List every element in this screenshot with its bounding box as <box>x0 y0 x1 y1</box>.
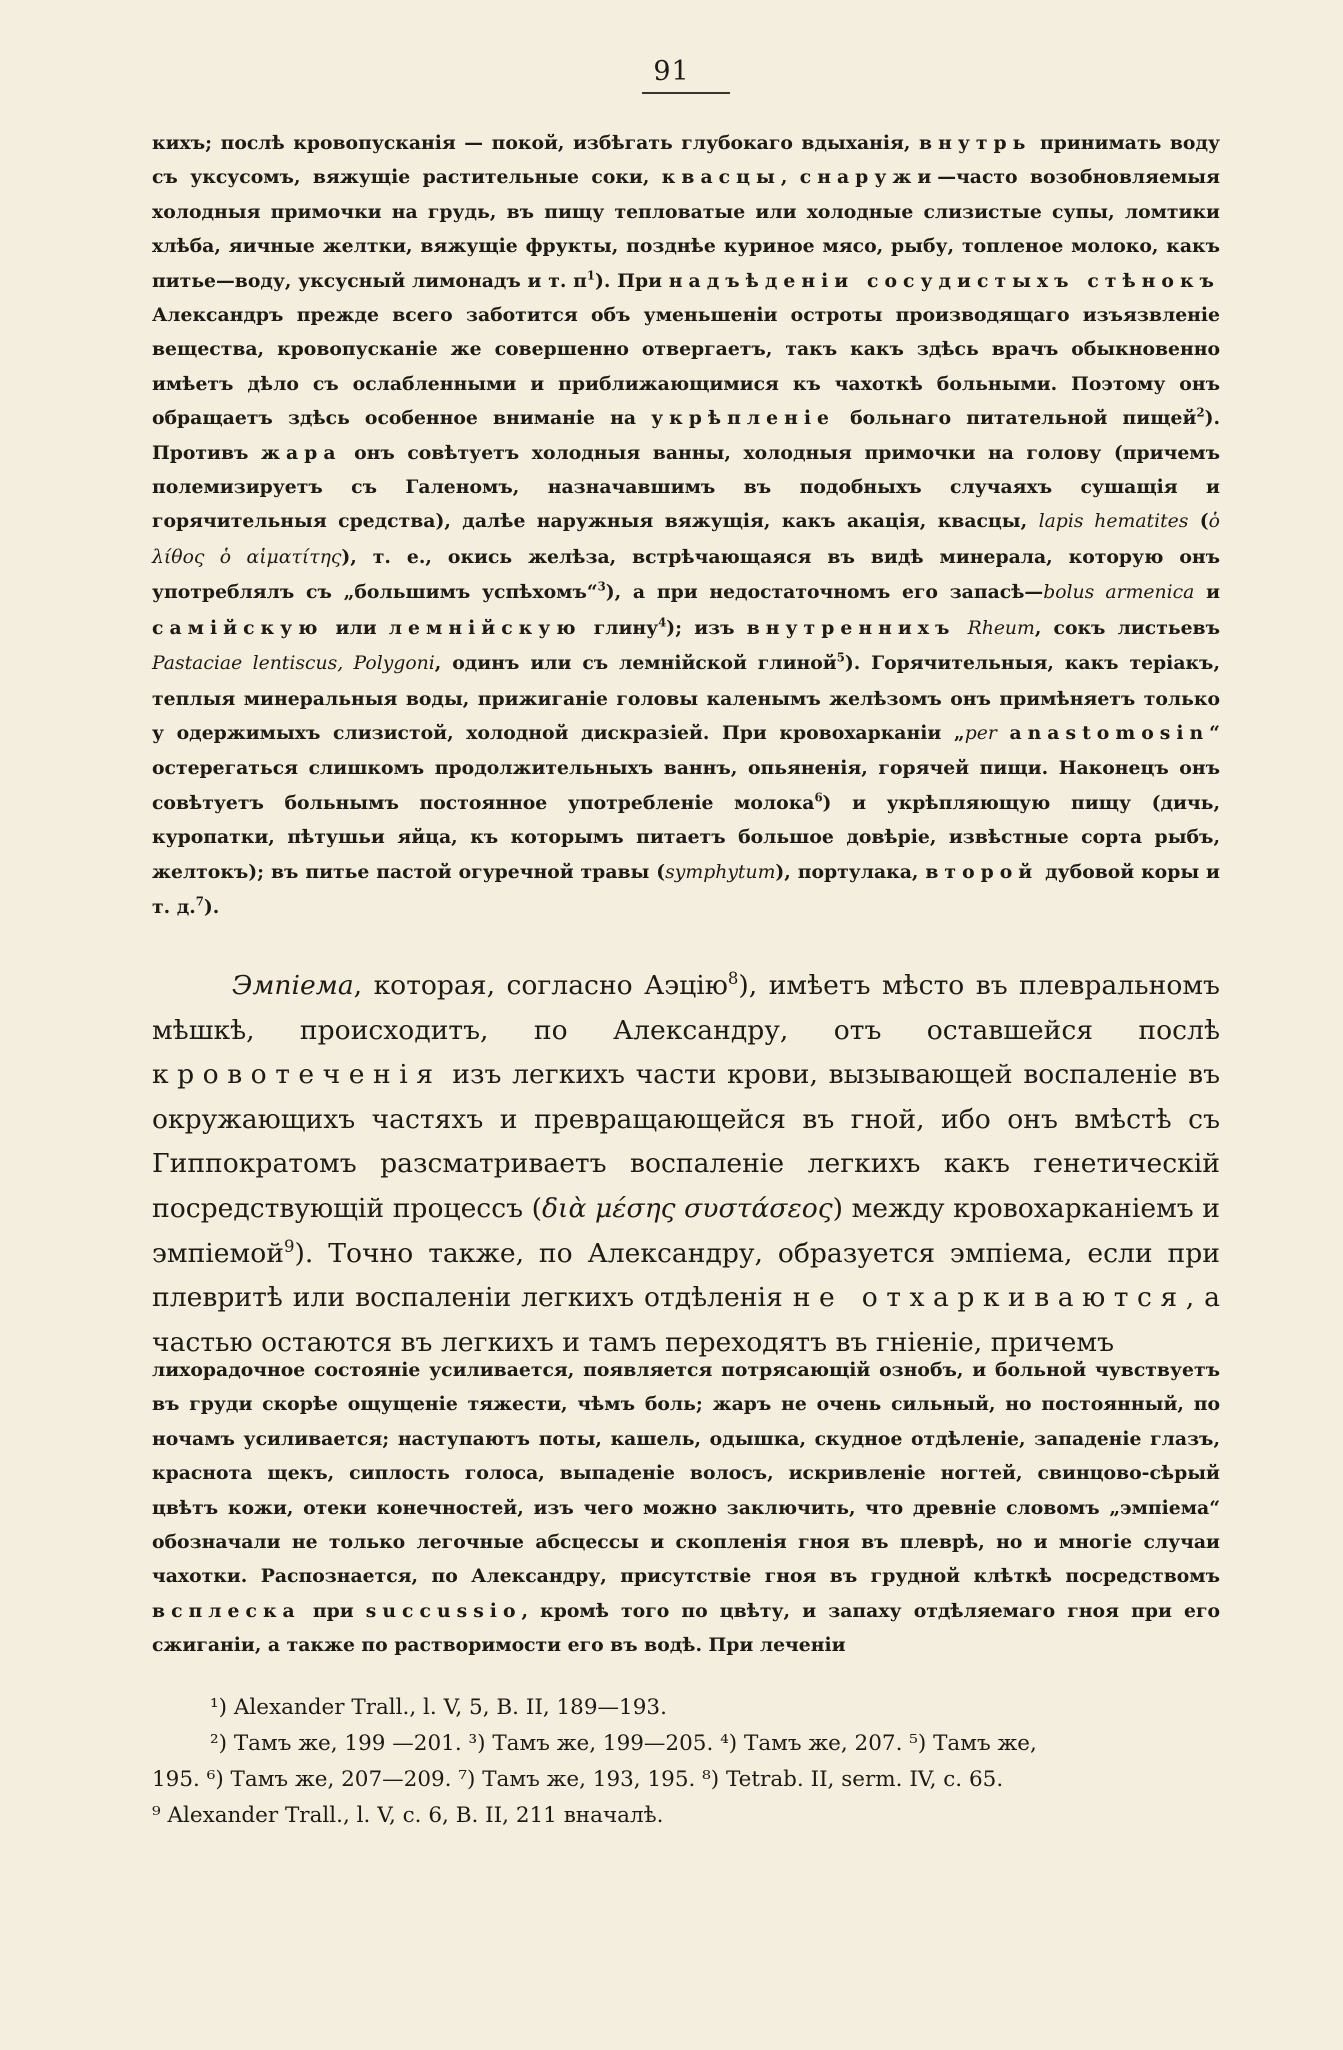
text-run: , которая, согласно Аэцію <box>353 970 728 1001</box>
footnote-ref: 5 <box>836 650 845 665</box>
empyema-paragraph-block <box>152 964 1220 1365</box>
spaced-emphasis: снаружи <box>799 166 938 189</box>
text-run: ); изъ <box>666 616 747 639</box>
page-number-underline <box>642 92 730 94</box>
text-run: ) между кровохарканіемъ и эмпіемой <box>152 1192 1221 1269</box>
text-run: , кромѣ того по цвѣту, и запаху отдѣляемаго гноя при его сжиганіи, а также по растворимости его въ водѣ. При леченіи <box>152 1599 1220 1657</box>
text-run: ( <box>1188 510 1209 533</box>
text-run: ), имѣетъ мѣсто въ плевральномъ мѣшкѣ, происходитъ, по Александру, отъ оставшейся послѣ <box>152 970 1220 1046</box>
latin-term: Pastaciae lentiscus, Polygoni <box>152 653 435 675</box>
spaced-emphasis: не отхаркиваются <box>792 1282 1186 1314</box>
text-run: и <box>1194 581 1220 604</box>
text-run: ), т. е., окись желѣза, встрѣчающаяся въ видѣ минерала, которую онъ употреблялъ съ „большимъ успѣхомъ“ <box>152 545 1220 604</box>
symptoms-paragraph <box>152 1353 1220 1663</box>
text-run: , одинъ или съ лемнійской глиной <box>434 652 837 675</box>
spaced-emphasis: внутрь <box>919 132 1032 154</box>
text-run: “ остерегаться слишкомъ продолжительныхъ ваннъ, опьяненія, горячей пищи. Наконецъ онъ совѣтуетъ больнымъ постоянное употребленіе молока <box>152 721 1220 814</box>
footnote-ref: 8 <box>727 969 739 989</box>
spaced-emphasis: жара <box>261 441 342 464</box>
text-run: при <box>300 1599 366 1622</box>
spaced-emphasis: anastomosin <box>1009 721 1210 744</box>
latin-term: lapis hematites <box>1038 511 1189 533</box>
latin-term: Rheum <box>967 617 1035 639</box>
footnote-ref: 2 <box>1196 405 1205 420</box>
footnote-ref: 7 <box>195 894 204 909</box>
page-number: 91 <box>653 56 690 87</box>
empyema-paragraph <box>152 964 1220 1365</box>
text-run: изъ легкихъ части крови, вызывающей воспаленіе въ окружающихъ частяхъ и превращающейся въ гной, ибо онъ вмѣстѣ съ Гиппократомъ разсматриваетъ воспаленіе легкихъ какъ генетическій посредствующій процессъ ( <box>152 1059 1220 1224</box>
footnotes <box>152 1690 1220 1834</box>
greek-term: ὁ λίθος ὁ αἱματίτης <box>152 511 1220 568</box>
footnote-line: ¹) Alexander Trall., l. V, 5, B. II, 189—193. <box>210 1695 667 1720</box>
text-run: , <box>780 166 800 189</box>
text-run <box>955 617 967 639</box>
text-run: —часто возобновляемыя холодныя примочки на грудь, въ пищу тепловатые или холодные слизистые супы, ломтики хлѣба, яичные желтки, вяжущіе фрукты, позднѣе куриное мясо, рыбу, топленое молоко, какъ питье—воду, уксусный лимонадъ и т. п <box>152 166 1220 292</box>
symptoms-paragraph-block <box>152 1353 1220 1663</box>
footnote-line: 195. ⁶) Тамъ же, 207—209. ⁷) Тамъ же, 193, 195. ⁸) Tetrab. II, serm. IV, c. 65. <box>152 1767 1004 1792</box>
spaced-emphasis: всплеска <box>152 1599 301 1622</box>
spaced-emphasis: кровотеченія <box>152 1059 442 1091</box>
intro-paragraph-block <box>152 126 1220 924</box>
text-run: глину <box>581 616 659 639</box>
text-run <box>997 722 1010 744</box>
section-term: Эмпіема <box>232 970 354 1001</box>
text-run: ), портулака, <box>775 860 926 883</box>
latin-term: symphytum <box>665 861 776 883</box>
text-run: Александръ прежде всего заботится объ уменьшеніи остроты производящаго изъязвленіе вещества, кровопусканіе же совершенно отвергаетъ, такъ какъ здѣсь врачъ обыкновенно имѣетъ дѣло съ ослабленными и приближающимися къ чахоткѣ больными. Поэтому онъ обращаетъ здѣсь особенное вниманіе на <box>152 304 1220 430</box>
text-run: ). <box>203 895 220 918</box>
footnote-ref: 9 <box>283 1236 295 1256</box>
footnote-ref: 1 <box>586 268 596 283</box>
text-run: ). Горячительныя, какъ теріакъ, теплыя минеральныя воды, прижиганіе головы каленымъ желѣзомъ онъ примѣняетъ только у одержимыхъ слизистой, холодной дискразіей. При кровохарканіи „ <box>152 652 1220 744</box>
text-run: или <box>323 616 389 639</box>
spaced-emphasis: succussio <box>365 1599 522 1622</box>
text-run: онъ совѣтуетъ холодныя ванны, холодныя примочки на голову (причемъ полемизируетъ съ Галеномъ, назначавшимъ въ подобныхъ случаяхъ сушащія и горячительныя средства), далѣе наружныя вяжущія, какъ акація, квасцы, <box>152 441 1220 533</box>
footnote-ref: 6 <box>814 790 823 805</box>
spaced-emphasis: лемнійскую <box>388 616 582 639</box>
text-run: ). При <box>595 269 669 292</box>
text-run: ), а при недостаточномъ его запасѣ— <box>605 581 1044 604</box>
spaced-emphasis: укрѣпленіе <box>651 407 835 430</box>
text-run: лихорадочное состояніе усиливается, появляется потрясающій ознобъ, и больной чувствуетъ въ груди скорѣе ощущеніе тяжести, чѣмъ боль; жаръ не очень сильный, но постоянный, по ночамъ усиливается; наступаютъ поты, кашель, одышка, скудное отдѣленіе, западеніе глазъ, краснота щекъ, сиплость голоса, выпаденіе волосъ, искривленіе ногтей, свинцово-сѣрый цвѣтъ кожи, отеки конечностей, изъ чего можно заключить, что древніе словомъ „эмпіема“ обозначали не только легочные абсцессы и скопленія гноя въ плеврѣ, но и многіе случаи чахотки. Распознается, по Александру, присутствіе гноя въ грудной клѣткѣ посредствомъ <box>152 1359 1220 1588</box>
latin-term: bolus armenica <box>1043 582 1195 604</box>
text-run: , а частью остаются въ легкихъ и тамъ переходятъ въ гніеніе, причемъ <box>152 1282 1220 1358</box>
intro-paragraph <box>152 126 1220 924</box>
footnote-ref: 3 <box>597 580 606 595</box>
spaced-emphasis: внутреннихъ <box>746 616 956 639</box>
footnote-line: ⁹ Alexander Trall., l. V, c. 6, B. II, 211 вначалѣ. <box>152 1803 664 1828</box>
footnote-line: ²) Тамъ же, 199 —201. ³) Тамъ же, 199—205. ⁴) Тамъ же, 207. ⁵) Тамъ же, <box>210 1731 1037 1756</box>
text-run: ). Противъ <box>152 407 1220 464</box>
greek-term: διὰ μέσης συστάσεος <box>542 1192 833 1224</box>
text-run: кихъ; послѣ кровопусканія — покой, избѣгать глубокаго вдыханія, <box>152 132 919 154</box>
text-run: ). Точно также, по Александру, образуется эмпіема, если при плевритѣ или воспаленіи легкихъ отдѣленія <box>152 1237 1220 1314</box>
text-run: ) и укрѣпляющую пищу (дичь, куропатки, пѣтушьи яйца, къ которымъ питаетъ большое довѣріе, извѣстные сорта рыбъ, желтокъ); въ питье пастой огуречной травы ( <box>152 791 1220 883</box>
text-run: дубовой коры и т. д. <box>152 860 1220 918</box>
spaced-emphasis: самійскую <box>152 616 324 639</box>
footnote-ref: 4 <box>658 615 667 630</box>
text-run: принимать воду съ уксусомъ, вяжущіе растительные соки, <box>152 132 1220 189</box>
text-run: , сокъ листьевъ <box>1034 616 1220 639</box>
spaced-emphasis: второй <box>925 860 1039 883</box>
text-run: больнаго питательной пищей <box>835 407 1197 430</box>
spaced-emphasis: надъѣденіи сосудистыхъ стѣнокъ <box>668 269 1220 292</box>
spaced-emphasis: квасцы <box>661 166 781 189</box>
latin-term: per <box>964 722 997 744</box>
